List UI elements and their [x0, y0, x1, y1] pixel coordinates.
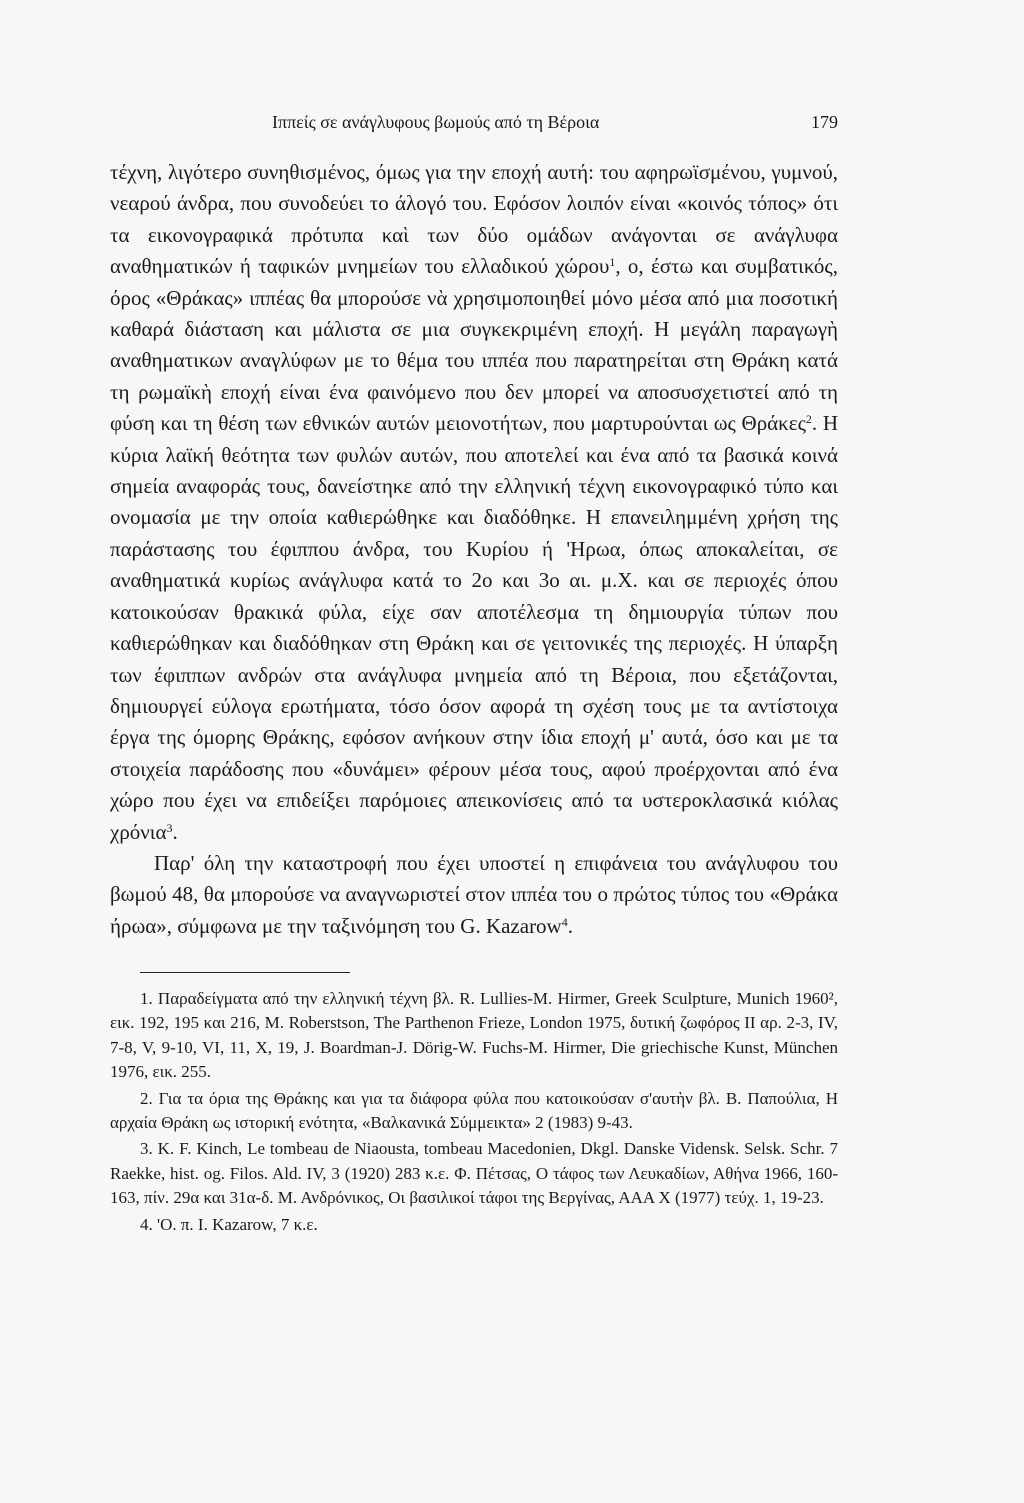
paragraph-1-text-a: τέχνη, λιγότερο συνηθισμένος, όμως για την εποχή αυτή: του αφηρωϊσμένου, γυμνού, νεαρού άνδρα, που συνοδεύει το άλογό του. Εφόσον λοιπόν είναι «κοινός τόπος» ότι τα εικονογραφικά πρότυπα καὶ των δύο ομάδων ανάγονται σε ανάγλυφα αναθηματικών ή ταφικών μνημείων του ελλαδικού χώρου: [110, 160, 838, 279]
paragraph-2-text: Παρ' όλη την καταστροφή που έχει υποστεί η επιφάνεια του ανάγλυφου του βωμού 48, θα μπορούσε να αναγνωριστεί στον ιππέα του ο πρώτος τύπος του «Θράκα ήρωα», σύμφωνα με την ταξινόμηση του G. Kazarow: [110, 850, 838, 938]
paragraph-2-end: .: [567, 913, 573, 938]
page-number: 179: [811, 112, 838, 132]
paragraph-1-text-b: , ο, έστω και συμβατικός, όρος «Θράκας» ιππέας θα μπορούσε νὰ χρησιμοποιηθεί μόνο μέσα από μια ποσοτική καθαρά διάσταση και μάλιστα σε μια συγκεκριμένη εποχή. Η μεγάλη παραγωγὴ αναθηματικων αναγλύφων με το θέμα του ιππέα που παρατηρείται στη Θράκη κατά τη ρωμαϊκὴ εποχή είναι ένα φαινόμενο που δεν μπορεί να αποσυσχετιστεί από τη φύση και τη θέση των εθνικών αυτών μειονοτήτων, που μαρτυρούνται ως Θράκες: [110, 254, 839, 436]
footnote-ref-4: 4: [561, 914, 568, 929]
paragraph-1: [110, 157, 838, 848]
footnote-ref-1: 1: [609, 255, 616, 270]
main-text: [110, 157, 838, 942]
page-header: [110, 108, 838, 138]
footnotes: [110, 987, 838, 1237]
paragraph-2: [110, 848, 838, 942]
paragraph-1-end: .: [172, 819, 178, 844]
footnote-2: 2. Για τα όρια της Θράκης και για τα διάφορα φύλα που κατοικούσαν σ'αυτὴν βλ. Β. Παπούλια, Η αρχαία Θράκη ως ιστορική ενότητα, «Βαλκανικά Σύμμεικτα» 2 (1983) 9-43.: [110, 1088, 838, 1133]
footnote-3: 3. K. F. Kinch, Le tombeau de Niaousta, tombeau Macedonien, Dkgl. Danske Vidensk. Selsk. Schr. 7 Raekke, hist. og. Filos. Ald. IV, 3 (1920) 283 κ.ε. Φ. Πέτσας, Ο τάφος των Λευκαδίων, Αθήνα 1966, 160-163, πίν. 29α και 31α-δ. Μ. Ανδρόνικος, Οι βασιλικοί τάφοι της Βεργίνας, ΑΑΑ Χ (1977) τεύχ. 1, 19-23.: [110, 1139, 838, 1208]
footnote-ref-3: 3: [166, 820, 173, 835]
footnote-1: 1. Παραδείγματα από την ελληνική τέχνη βλ. R. Lullies-M. Hirmer, Greek Sculpture, Munich 1960², εικ. 192, 195 και 216, M. Roberstson, The Parthenon Frieze, London 1975, δυτική ζωφόρος II αρ. 2-3, IV, 7-8, V, 9-10, VI, 11, X, 19, J. Boardman-J. Dörig-W. Fuchs-M. Hirmer, Die griechische Kunst, München 1976, εικ. 255.: [110, 989, 838, 1082]
footnote-ref-2: 2: [805, 412, 812, 427]
footnote-separator: [140, 972, 350, 973]
book-page: [110, 0, 838, 1503]
footnote-4: 4. 'Ο. π. Ι. Kazarow, 7 κ.ε.: [140, 1214, 318, 1234]
running-title: Ιππείς σε ανάγλυφους βωμούς από τη Βέροια: [272, 112, 600, 132]
paragraph-1-text-c: . Η κύρια λαϊκή θεότητα των φυλών αυτών, που αποτελεί και ένα από τα βασικά κοινά σημεία αναφοράς τους, δανείστηκε από την ελληνική τέχνη εικονογραφικό τύπο και ονομασία με την οποία καθιερώθηκε και διαδόθηκε. Η επανειλημμένη χρήση της παράστασης του έφιππου άνδρα, του Κυρίου ή 'Ηρωα, όπως αποκαλείται, σε αναθηματικά κυρίως ανάγλυφα κατά το 2ο και 3ο αι. μ.Χ. και σε περιοχές όπου κατοικούσαν θρακικά φύλα, είχε σαν αποτέλεσμα τη δημιουργία τύπων που καθιερώθηκαν και διαδόθηκαν στη Θράκη και σε γειτονικές της περιοχές. Η ύπαρξη των έφιππων ανδρών στα ανάγλυφα μνημεία από τη Βέροια, που εξετάζονται, δημιουργεί εύλογα ερωτήματα, τόσο όσον αφορά τη σχέση τους με τα αντίστοιχα έργα της όμορης Θράκης, εφόσον ανήκουν στην ίδια εποχή μ' αυτά, όσο και με τα στοιχεία παράδοσης που «δυνάμει» φέρουν μέσα τους, αφού προέρχονται από ένα χώρο που έχει να επιδείξει παρόμοιες απεικονίσεις από τα υστεροκλασικά κιόλας χρόνια: [110, 411, 838, 844]
